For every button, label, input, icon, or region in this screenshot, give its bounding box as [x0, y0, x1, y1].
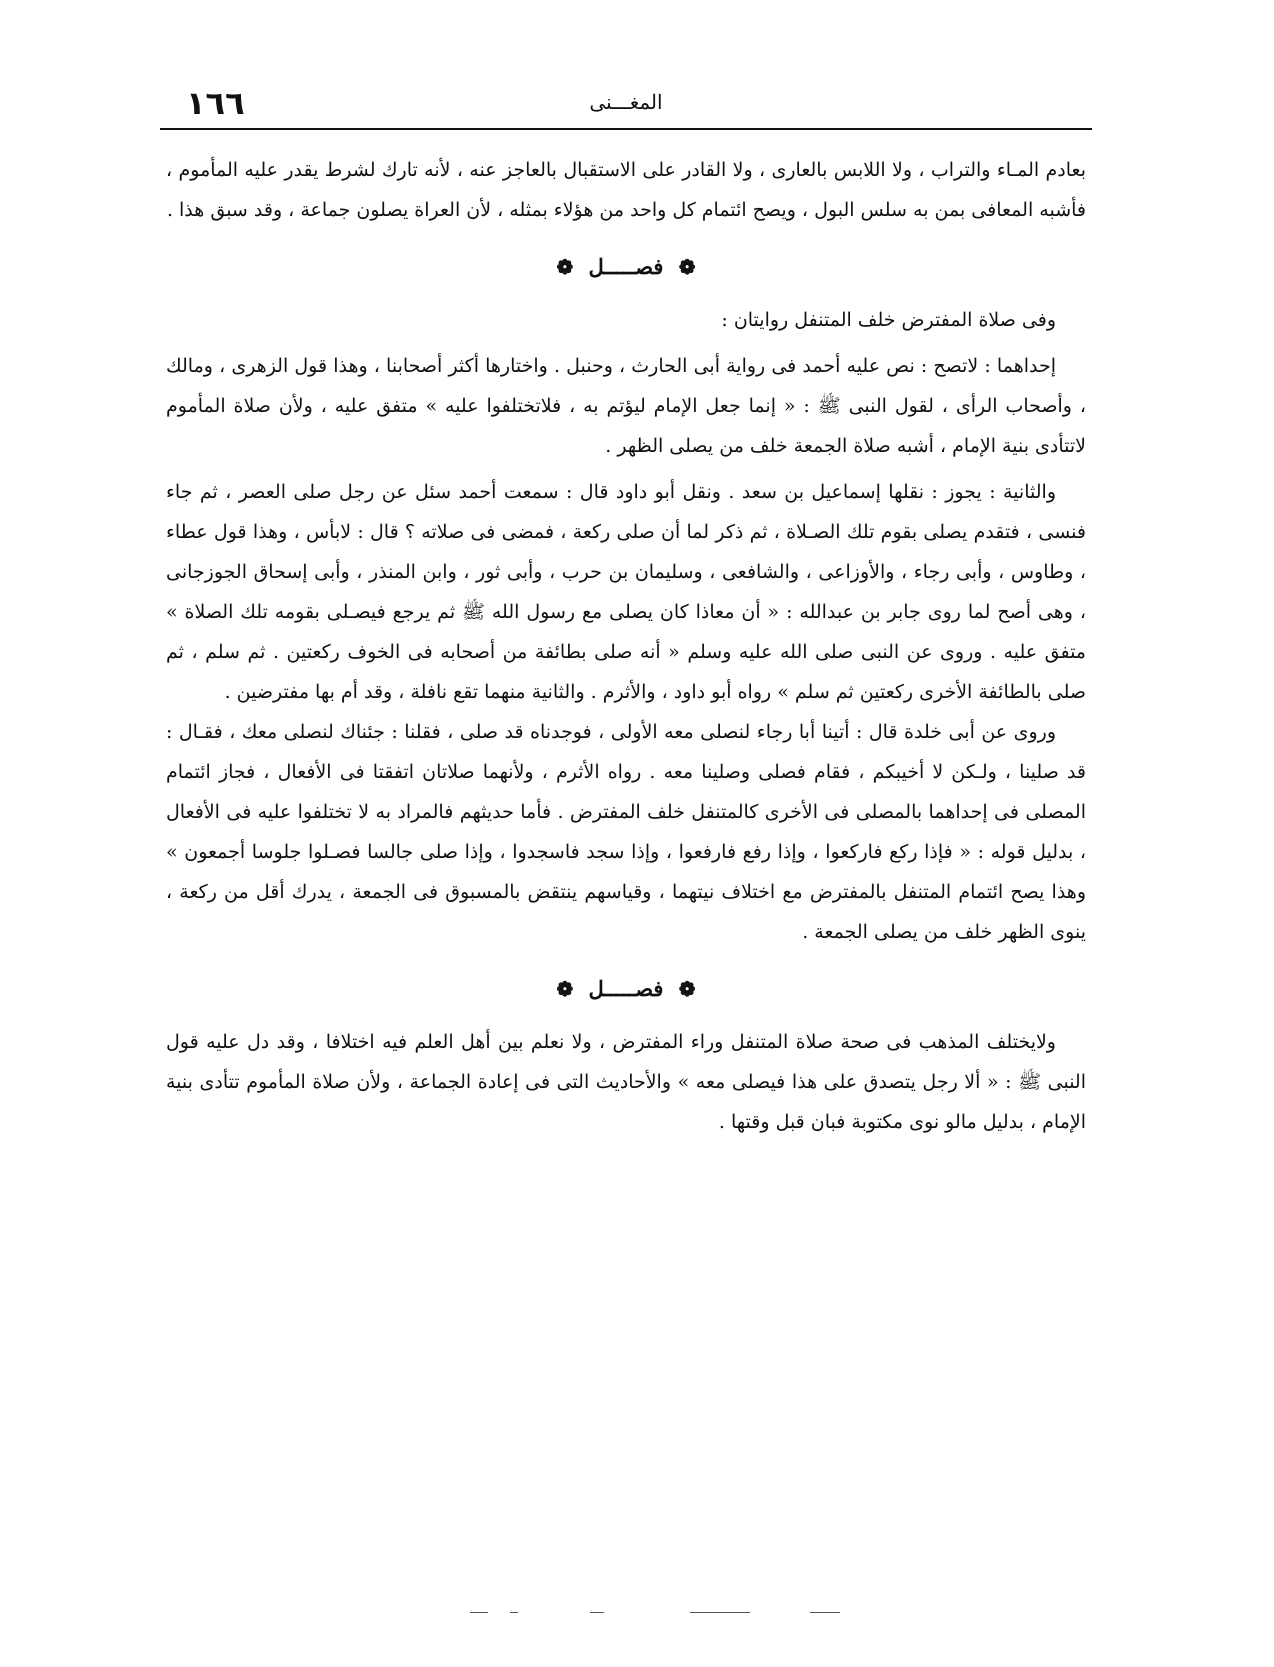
- paragraph: ولايختلف المذهب فى صحة صلاة المتنفل وراء المفترض ، ولا نعلم بين أهل العلم فيه اختلافا ، وقد دل عليه قول النبى ﷺ : « ألا رجل يتصدق على هذا فيصلى معه » والأحاديث التى فى إعادة الجماعة ، ولأن صلاة المأموم تتأدى بنية الإمام ، بدليل مالو نوى مكتوبة فبان قبل وقتها .: [166, 1031, 1086, 1133]
- running-title: المغـــنى: [589, 90, 663, 114]
- ornament-icon: ❁: [556, 977, 574, 1001]
- page-header: [160, 84, 1092, 124]
- header-rule: [160, 128, 1092, 130]
- paragraph: وفى صلاة المفترض خلف المتنفل روايتان :: [721, 309, 1056, 331]
- ornament-icon: ❁: [556, 255, 574, 279]
- section-heading-label: فصـــــل: [588, 976, 664, 1001]
- paragraph: إحداهما : لاتصح : نص عليه أحمد فى رواية أبى الحارث ، وحنبل . واختارها أكثر أصحابنا ، وهذا قول الزهرى ، ومالك ، وأصحاب الرأى ، لقول النبى ﷺ : « إنما جعل الإمام ليؤتم به ، فلاتختلفوا عليه » متفق عليه ، ولأن صلاة المأموم لاتتأدى بنية الإمام ، أشبه صلاة الجمعة خلف من يصلى الظهر .: [166, 355, 1086, 457]
- ornament-icon: ❁: [678, 977, 696, 1001]
- paragraph: والثانية : يجوز : نقلها إسماعيل بن سعد . ونقل أبو داود قال : سمعت أحمد سئل عن رجل صلى العصر ، ثم جاء فنسى ، فتقدم يصلى بقوم تلك الصـلاة ، ثم ذكر لما أن صلى ركعة ، فمضى فى صلاته ؟ قال : لابأس ، وهذا قول عطاء ، وطاوس ، وأبى رجاء ، والأوزاعى ، والشافعى ، وسليمان بن حرب ، وأبى ثور ، وابن المنذر ، وأبى إسحاق الجوزجانى ، وهى أصح لما روى جابر بن عبدالله : « أن معاذا كان يصلى مع رسول الله ﷺ ثم يرجع فيصـلى بقومه تلك الصلاة » متفق عليه . وروى عن النبى صلى الله عليه وسلم « أنه صلى بطائفة من أصحابه فى الخوف ركعتين . ثم سلم ، ثم صلى بالطائفة الأخرى ركعتين ثم سلم » رواه أبو داود ، والأثرم . والثانية منهما تقع نافلة ، وقد أم بها مفترضين .: [166, 481, 1086, 703]
- paragraph: بعادم المـاء والتراب ، ولا اللابس بالعارى ، ولا القادر على الاستقبال بالعاجز عنه ، لأنه تارك لشرط يقدر عليه المأموم ، فأشبه المعافى بمن به سلس البول ، ويصح ائتمام كل واحد من هؤلاء بمثله ، لأن العراة يصلون جماعة ، وقد سبق هذا .: [166, 159, 1086, 221]
- section-heading: [166, 252, 1086, 282]
- section-heading-label: فصـــــل: [588, 254, 664, 279]
- page-number: ١٦٦: [186, 84, 245, 122]
- section-heading: [166, 974, 1086, 1004]
- ornament-icon: ❁: [678, 255, 696, 279]
- footer-marks: [470, 1612, 850, 1620]
- main-text: [166, 150, 1086, 1142]
- paragraph: وروى عن أبى خلدة قال : أتينا أبا رجاء لنصلى معه الأولى ، فوجدناه قد صلى ، فقلنا : جئناك لنصلى معك ، فقـال : قد صلينا ، ولـكن لا أخيبكم ، فقام فصلى وصلينا معه . رواه الأثرم ، ولأنهما صلاتان اتفقتا فى الأفعال ، فجاز ائتمام المصلى فى إحداهما بالمصلى فى الأخرى كالمتنفل خلف المفترض . فأما حديثهم فالمراد به لا تختلفوا عليه فى الأفعال ، بدليل قوله : « فإذا ركع فاركعوا ، وإذا رفع فارفعوا ، وإذا سجد فاسجدوا ، وإذا صلى جالسا فصـلوا جلوسا أجمعون » وهذا يصح ائتمام المتنفل بالمفترض مع اختلاف نيتهما ، وقياسهم ينتقض بالمسبوق فى الجمعة ، يدرك أقل من ركعة ، ينوى الظهر خلف من يصلى الجمعة .: [166, 721, 1086, 943]
